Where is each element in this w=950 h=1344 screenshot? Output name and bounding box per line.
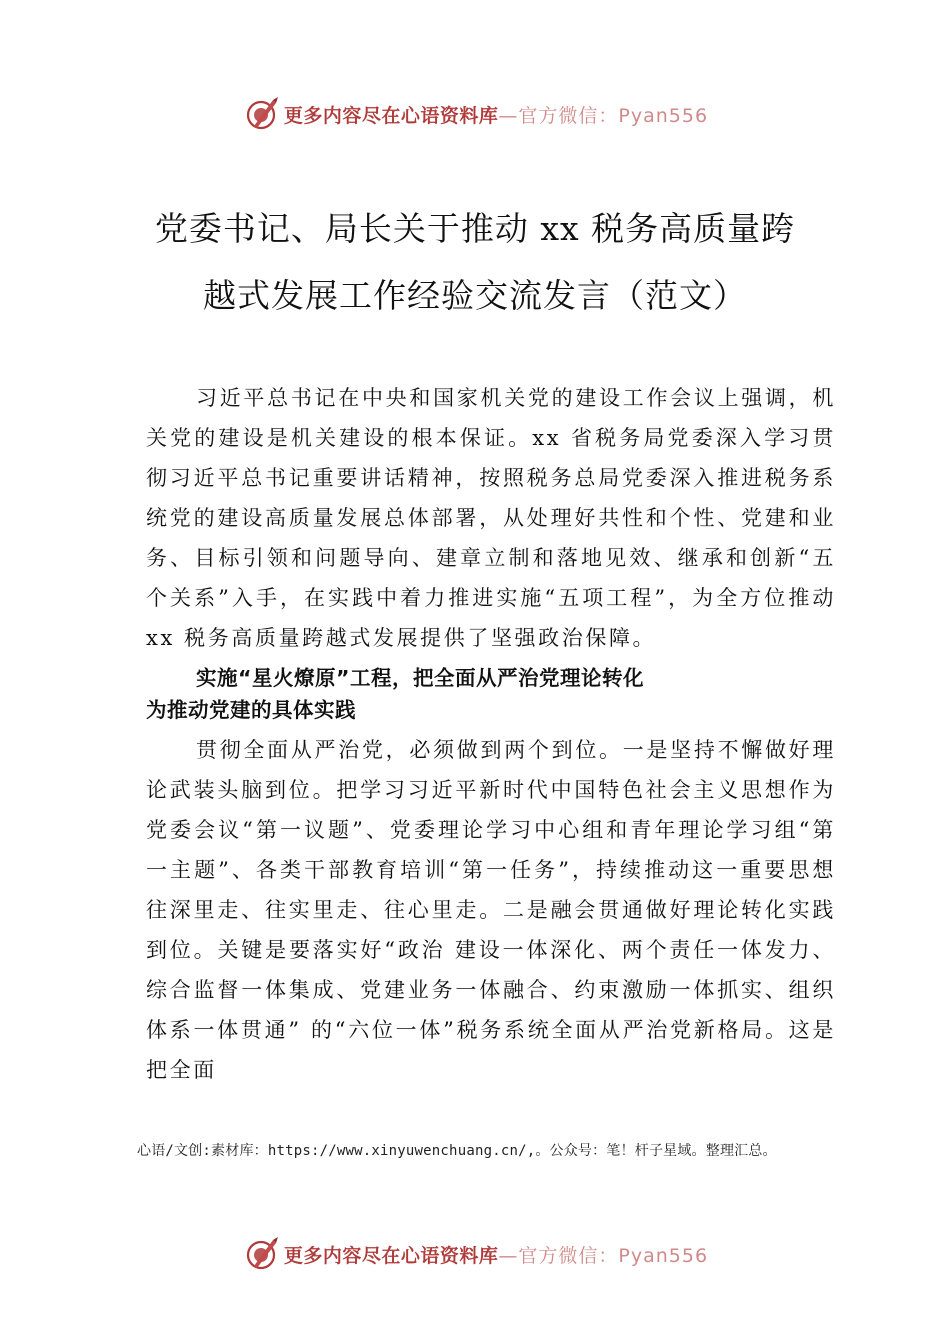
section-heading — [146, 658, 836, 730]
footer-banner — [0, 1234, 950, 1274]
section-paragraph: 贯彻全面从严治党，必须做到两个到位。一是坚持不懈做好理论武装头脑到位。把学习习近平新时代中国特色社会主义思想作为党委会议“第一议题”、党委理论学习中心组和青年理论学习组“第一主题”、各类干部教育培训“第一任务”，持续推动这一重要思想往深里走、往实里走、往心里走。二是融会贯通做好理论转化实践到位。关键是要落实好“政治 建设一体深化、两个责任一体发力、综合监督一体集成、党建业务一体融合、约束激励一体抓实、组织体系一体贯通” 的“六位一体”税务系统全面从严治党新格局。这是把全面 — [146, 738, 836, 1082]
document-title — [100, 195, 850, 329]
banner-brand-text: 更多内容尽在心语资料库 — [283, 104, 499, 127]
title-line-1: 党委书记、局长关于推动 xx 税务高质量跨 — [154, 209, 796, 248]
quill-pen-seal-icon — [242, 94, 282, 134]
quill-pen-seal-icon — [242, 1234, 282, 1274]
banner-wechat-text: —官方微信：Pyan556 — [498, 1244, 709, 1267]
source-footnote: 心语/文创:素材库：https://www.xinyuwenchuang.cn/,。公众号：笔！杆子星域。整理汇总。 — [137, 1143, 777, 1159]
intro-paragraph: 习近平总书记在中央和国家机关党的建设工作会议上强调，机关党的建设是机关建设的根本保证。xx 省税务局党委深入学习贯彻习近平总书记重要讲话精神，按照税务总局党委深入推进税务系统党的建设高质量发展总体部署，从处理好共性和个性、党建和业务、目标引领和问题导向、建章立制和落地见效、继承和创新“五个关系”入手，在实践中着力推进实施“五项工程”，为全方位推动 xx 税务高质量跨越式发展提供了坚强政治保障。 — [146, 386, 836, 650]
banner-wechat-text: —官方微信：Pyan556 — [498, 104, 709, 127]
section-heading-line-2: 为推动党建的具体实践 — [146, 698, 356, 722]
banner-brand-text: 更多内容尽在心语资料库 — [283, 1244, 499, 1267]
section-heading-line-1: 实施“星火燎原”工程，把全面从严治党理论转化 — [196, 666, 644, 690]
document-body — [146, 378, 836, 1090]
title-line-2: 越式发展工作经验交流发言（范文） — [203, 276, 747, 315]
header-banner — [0, 94, 950, 134]
